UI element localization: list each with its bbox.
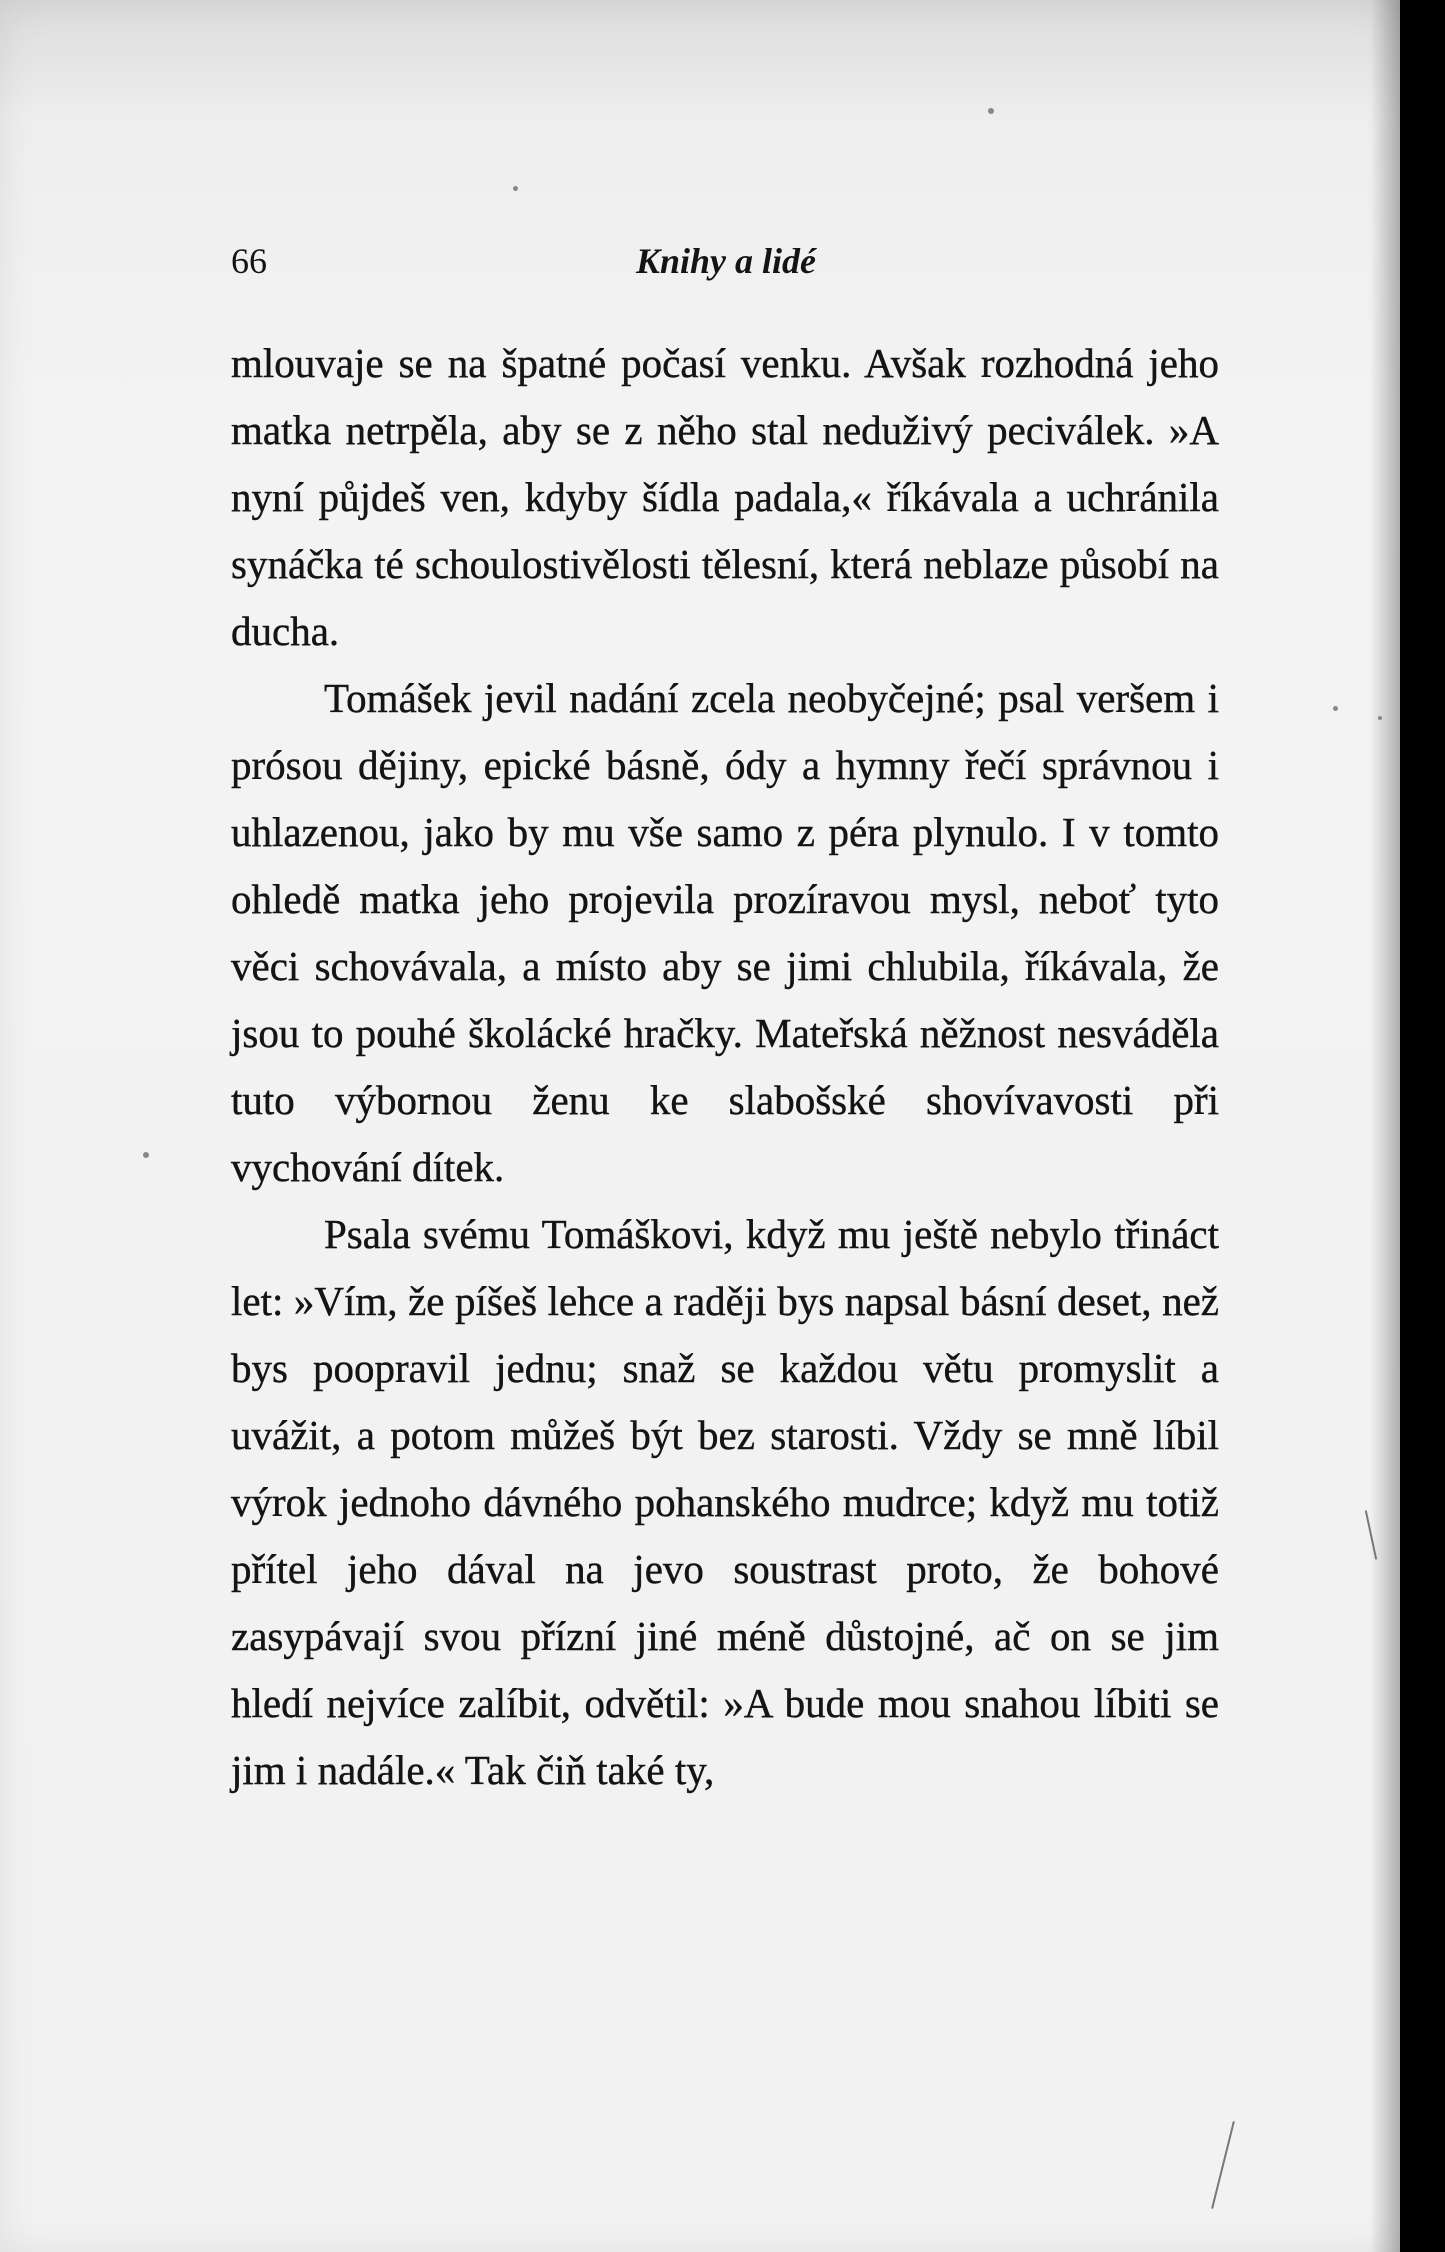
dust-speck <box>143 1152 149 1158</box>
dust-speck <box>988 108 994 114</box>
scan-scratch <box>1211 2121 1235 2209</box>
body-text <box>231 330 1219 1804</box>
paragraph-1: mlouvaje se na špatné počasí venku. Avšak rozhodná jeho matka netrpěla, aby se z něho stal neduživý peciválek. »A nyní půjdeš ven, kdyby šídla padala,« říkávala a uchránila synáčka té schoulostivělosti tělesní, která neblaze působí na ducha. <box>231 340 1219 654</box>
running-title: Knihy a lidé <box>635 241 817 281</box>
paragraph-3: Psala svému Tomáškovi, když mu ještě nebylo třináct let: »Vím, že píšeš lehce a raději bys napsal básní deset, než bys poopravil jednu; snaž se každou větu promyslit a uvážit, a potom můžeš být bez starosti. Vždy se mně líbil výrok jednoho dávného pohanského mudrce; když mu totiž přítel jeho dával na jevo soustrast proto, že bohové zasypávají svou přízní jiné méně důstojné, ač on se jim hledí nejvíce zalíbit, odvětil: »A bude mou snahou líbiti se jim i nadále.« Tak čiň také ty, <box>231 1211 1219 1793</box>
page-number: 66 <box>231 241 267 281</box>
dust-speck <box>1378 716 1382 720</box>
paragraph-2: Tomášek jevil nadání zcela neobyčejné; psal veršem i prósou dějiny, epické básně, ódy a hymny řečí správnou i uhlazenou, jako by mu vše samo z péra plynulo. I v tomto ohledě matka jeho projevila prozíravou mysl, neboť tyto věci schovávala, a místo aby se jimi chlubila, říkávala, že jsou to pouhé školácké hračky. Mateřská něžnost nesváděla tuto výbornou ženu ke slabošské shovívavosti při vychování dítek. <box>231 675 1219 1190</box>
page-edge-shadow <box>1370 0 1400 2252</box>
running-head <box>231 240 1221 290</box>
dust-speck <box>513 186 518 191</box>
dust-speck <box>1333 706 1338 711</box>
